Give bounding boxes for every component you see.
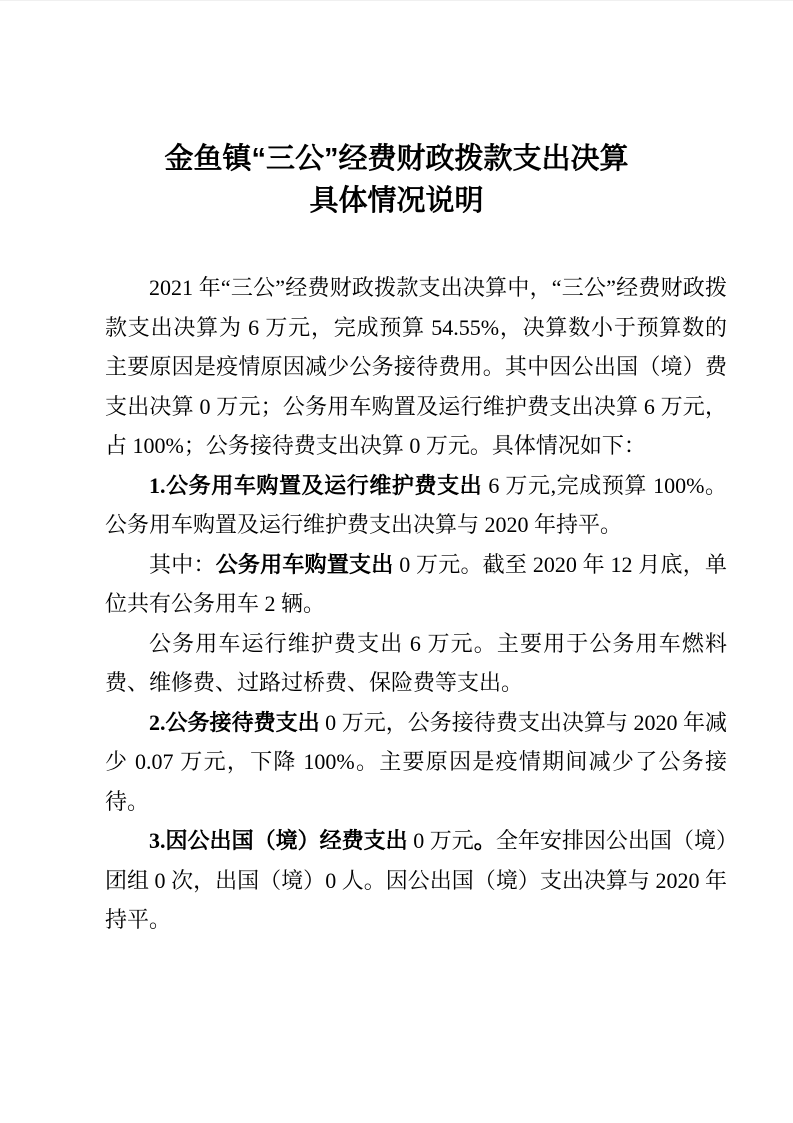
- document-title: [0, 138, 793, 222]
- text-run: 0 万元。截至 2020 年 12 月底，单位共有公务用车 2 辆。: [105, 551, 727, 616]
- text-run-heading: 1.公务用车购置及运行维护费支出: [149, 472, 483, 498]
- text-run-heading: 2.公务接待费支出: [149, 709, 320, 735]
- text-run: 2021 年“三公”经费财政拨款支出决算中，“三公”经费财政拨款支出决算为 6 万元，完成预算 54.55%，决算数小于预算数的主要原因是疫情原因减少公务接待费用。其中因公出国（境）费支出决算 0 万元；公务用车购置及运行维护费支出决算 6 万元，占 100%；公务接待费支出决算 0 万元。具体情况如下：: [105, 275, 727, 458]
- text-run: 6 万元,完成预算 100%。公务用车购置及运行维护费支出决算与 2020 年持平。: [105, 472, 727, 537]
- paragraph-reception: [105, 703, 727, 822]
- text-run: 其中：: [149, 551, 216, 577]
- paragraph-abroad: [105, 821, 727, 940]
- text-run-bold-period: 。: [473, 828, 496, 853]
- paragraph-vehicle-purchase: [105, 545, 727, 624]
- text-run: 0 万元，公务接待费支出决算与 2020 年减少 0.07 万元，下降 100%。主要原因是疫情期间减少了公务接待。: [105, 709, 727, 814]
- text-run: 0 万元: [407, 828, 474, 853]
- text-run: 全年安排因公出国（境）团组 0 次，出国（境）0 人。因公出国（境）支出决算与 2020 年持平。: [105, 828, 727, 932]
- paragraph-vehicle-total: [105, 466, 727, 545]
- document-body: [105, 268, 727, 940]
- paragraph-vehicle-maintenance: [105, 624, 727, 703]
- document-title-line-2: 具体情况说明: [309, 185, 484, 217]
- text-run-heading: 公务用车购置支出: [215, 551, 394, 577]
- text-run-heading: 3.因公出国（境）经费支出: [149, 828, 408, 853]
- paragraph-overview: [105, 268, 727, 466]
- document-title-line-1: 金鱼镇“三公”经费财政拨款支出决算: [164, 143, 629, 175]
- text-run: 公务用车运行维护费支出 6 万元。主要用于公务用车燃料费、维修费、过路过桥费、保险费等支出。: [105, 630, 727, 695]
